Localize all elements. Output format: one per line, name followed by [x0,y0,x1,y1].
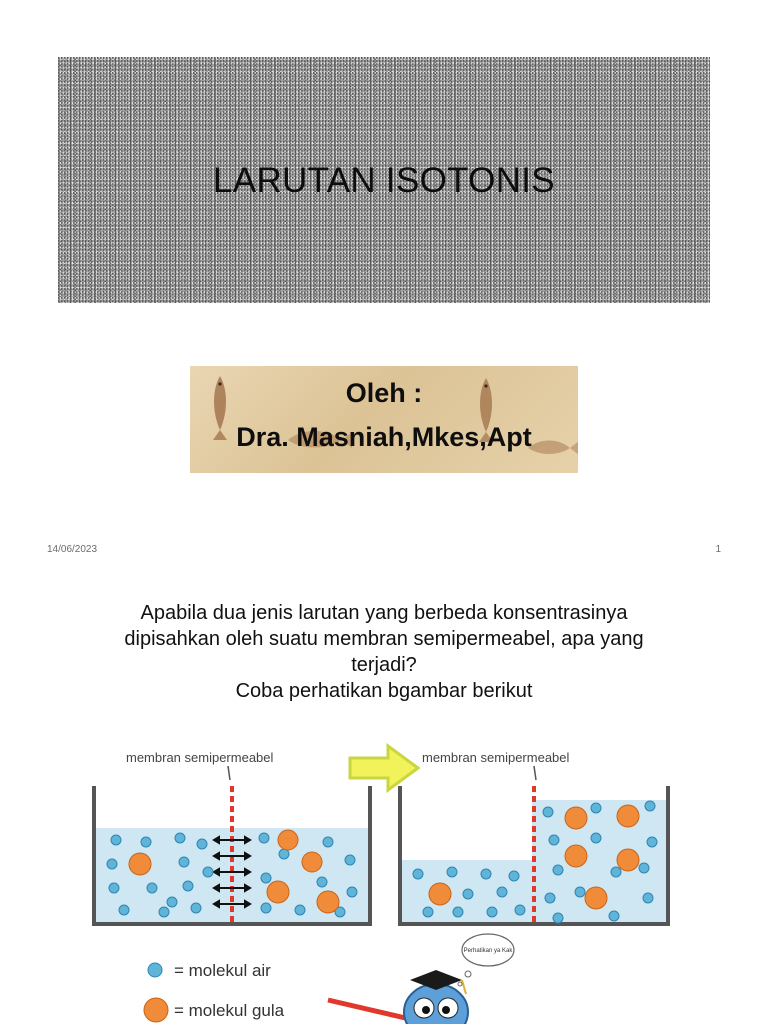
question-line: dipisahkan oleh suatu membran semipermeabel, apa yang [124,628,644,650]
osmosis-diagram [88,742,678,1024]
membrane-label: membran semipermeabel [126,750,274,765]
bubble-text: Perhatikan ya Kak [463,948,513,954]
author-box [190,366,578,473]
question-line: Apabila dua jenis larutan yang berbeda konsentrasinya [140,602,628,624]
slide-title: LARUTAN ISOTONIS [213,161,555,200]
process-arrow-icon [350,746,418,790]
legend-water-icon [148,963,162,977]
title-banner [58,57,710,303]
question-line: Coba perhatikan bgambar berikut [235,680,533,702]
author-name: Dra. Masniah,Mkes,Apt [236,422,532,452]
content-slide [0,570,768,1024]
legend-sugar-icon [144,998,168,1022]
question-line: terjadi? [351,654,417,676]
owl-mascot-icon [328,970,468,1024]
slide-date: 14/06/2023 [47,544,98,555]
membrane-label: membran semipermeabel [422,750,570,765]
legend-water: = molekul air [174,961,271,980]
author-label: Oleh : [345,378,423,408]
question-text [40,600,728,704]
slide-number: 1 [715,544,721,555]
thought-bubble [458,934,514,986]
legend-sugar: = molekul gula [174,1001,285,1020]
